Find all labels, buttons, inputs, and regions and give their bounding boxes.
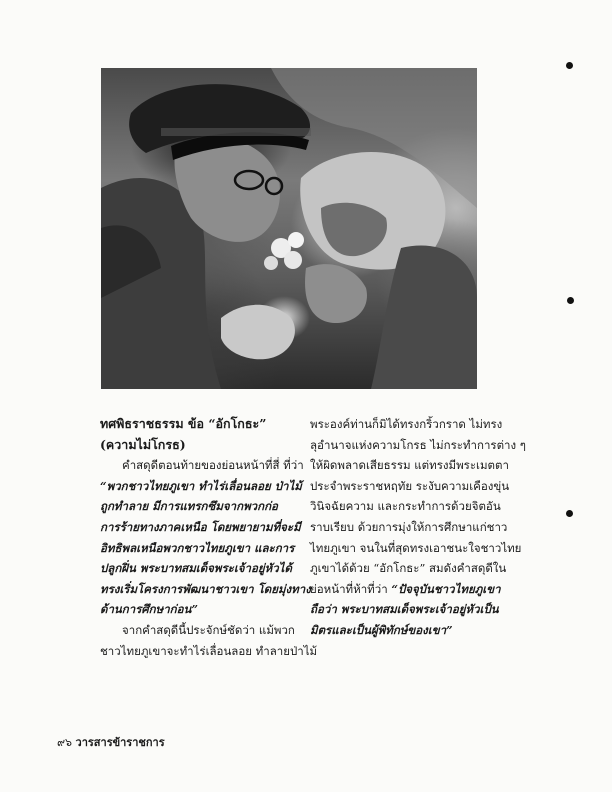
quote-line: การร้ายทางภาคเหนือ โดยพยายามที่จะมี <box>100 519 301 534</box>
quote-line: อิทธิพลเหนือพวกชาวไทยภูเขา และการ <box>100 540 295 555</box>
page-footer <box>57 733 165 751</box>
margin-bullet-middle <box>567 297 574 304</box>
right-text-column <box>310 414 526 641</box>
paragraph-line: ประจำพระราชหฤทัย ระงับความเคืองขุ่น <box>310 478 510 493</box>
paragraph-line: จากคำสดุดีนี้ประจักษ์ชัดว่า แม้พวก <box>122 622 295 637</box>
paragraph-line-mixed <box>310 579 500 600</box>
paragraph-line: ราบเรียบ ด้วยการมุ่งให้การศึกษาแก่ชาว <box>310 519 508 534</box>
quote-line: “พวกชาวไทยภูเขา ทำไร่เลื่อนลอย ป่าไม้ <box>100 478 302 493</box>
paragraph-line: ชาวไทยภูเขาจะทำไร่เลื่อนลอย ทำลายป่าไม้ <box>100 643 318 658</box>
paragraph-line: ไทยภูเขา จนในที่สุดทรงเอาชนะใจชาวไทย <box>310 540 522 555</box>
paragraph-line: วินิจฉัยความ และกระทำการด้วยจิตอัน <box>310 499 501 514</box>
quote-text-segment: “ปัจจุบันชาวไทยภูเขา <box>391 581 501 596</box>
paragraph-line: คำสดุดีตอนท้ายของย่อนหน้าที่สี่ ที่ว่า <box>122 458 304 473</box>
paragraph-line: ลุอำนาจแห่งความโกรธ ไม่กระทำการต่าง ๆ <box>310 437 526 452</box>
paragraph-line: ภูเขาได้ด้วย “อักโกธะ” สมดังคำสดุดีใน <box>310 561 507 576</box>
page-number: ๙๖ <box>57 736 73 749</box>
margin-bullet-lower <box>566 510 573 517</box>
quote-line: ถูกทำลาย มีการแทรกซึมจากพวกก่อ <box>100 499 278 514</box>
plain-text-segment: ย่อหน้าที่ห้าที่ว่า <box>310 581 392 596</box>
section-heading-line1: ทศพิธราชธรรม ข้อ “อักโกธะ” <box>100 416 267 431</box>
left-text-column <box>100 414 318 661</box>
photo-illustration <box>101 68 477 389</box>
quote-line: ด้านการศึกษาก่อน” <box>100 602 199 617</box>
paragraph-line: ให้ผิดพลาดเสียธรรม แต่ทรงมีพระเมตตา <box>310 458 509 473</box>
photograph <box>101 68 477 389</box>
quote-line: ถือว่า พระบาทสมเด็จพระเจ้าอยู่หัวเป็น <box>310 602 499 617</box>
publication-title: วารสารข้าราชการ <box>75 736 165 749</box>
quote-line: มิตรและเป็นผู้พิทักษ์ของเขา” <box>310 622 453 637</box>
section-heading-line2: (ความไม่โกรธ) <box>100 436 186 452</box>
quote-line: ปลูกฝิ่น พระบาทสมเด็จพระเจ้าอยู่หัวได้ <box>100 561 292 576</box>
paragraph-line: พระองค์ท่านก็มิได้ทรงกริ้วกราด ไม่ทรง <box>310 417 503 431</box>
margin-bullet-top <box>566 62 573 69</box>
quote-line: ทรงเริ่มโครงการพัฒนาชาวเขา โดยมุ่งทาง <box>100 581 311 596</box>
